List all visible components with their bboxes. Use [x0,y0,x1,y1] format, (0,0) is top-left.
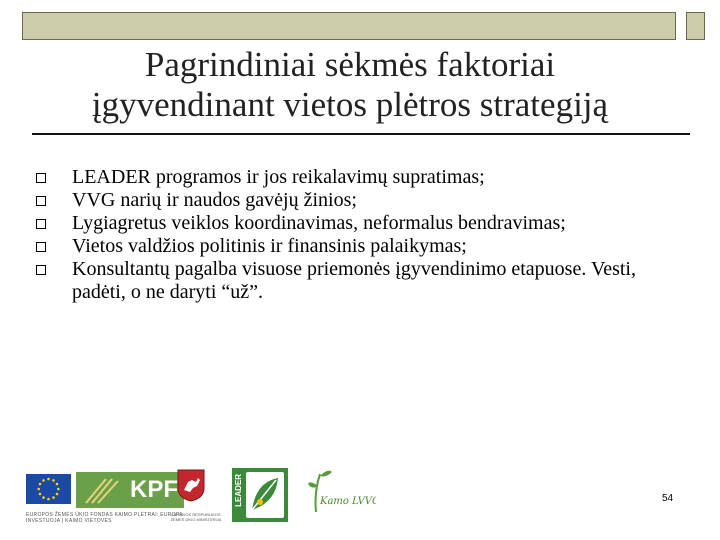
eu-caption: EUROPOS ŽEMĖS ŪKIO FONDAS KAIMO PLĖTRAI: EUROPA INVESTUOJA Į KAIMO VIETOVES [26,512,183,524]
square-bullet-icon [36,219,46,229]
bullet-item [34,212,684,235]
title-underline [32,133,690,135]
kpf-logo-text: KPF [130,476,178,503]
bullet-text: Vietos valdžios politinis ir finansinis palaikymas; [72,235,467,257]
bullet-item [34,166,684,189]
title-line-1: Pagrindiniai sėkmės faktoriai [144,45,556,84]
slide-title [30,45,670,125]
bullet-text: LEADER programos ir jos reikalavimų supratimas; [72,166,485,188]
leader-logo-text: LEADER [234,474,243,507]
square-bullet-icon [36,196,46,206]
bullet-list [34,166,684,304]
square-bullet-icon [36,265,46,275]
bullet-item [34,189,684,212]
leader-logo [232,468,288,522]
vytis-shield-icon [176,468,206,502]
title-line-2: įgyvendinant vietos plėtros strategiją [91,85,609,124]
leader-emblem [246,472,284,518]
kamo-plant-icon [302,462,376,518]
bullet-text: Lygiagretus veiklos koordinavimas, neformalus bendravimas; [72,212,566,234]
lithuania-coat-of-arms-logo [176,468,206,502]
bullet-item [34,258,684,304]
bullet-text: VVG narių ir naudos gavėjų žinios; [72,189,357,211]
eu-stars-icon [26,474,71,504]
leaf-icon [246,472,284,518]
header-decor-bar [22,12,676,40]
bullet-item [34,235,684,258]
kpf-logo [76,472,184,508]
wheat-icon [82,475,124,505]
page-number: 54 [662,493,674,504]
eu-flag-logo [26,474,71,504]
kamo-logo-text: Kamo LVVG [320,496,376,507]
square-bullet-icon [36,242,46,252]
bullet-text: Konsultantų pagalba visuose priemonės įgyvendinimo etapuose. Vesti, padėti, o ne daryti “už”. [72,258,636,303]
ministry-caption: LIETUVOS RESPUBLIKOS ŽEMĖS ŪKIO MINISTERIJA [170,512,222,522]
kamo-lvvg-logo [302,462,376,518]
square-bullet-icon [36,173,46,183]
header-decor-square [686,12,705,40]
